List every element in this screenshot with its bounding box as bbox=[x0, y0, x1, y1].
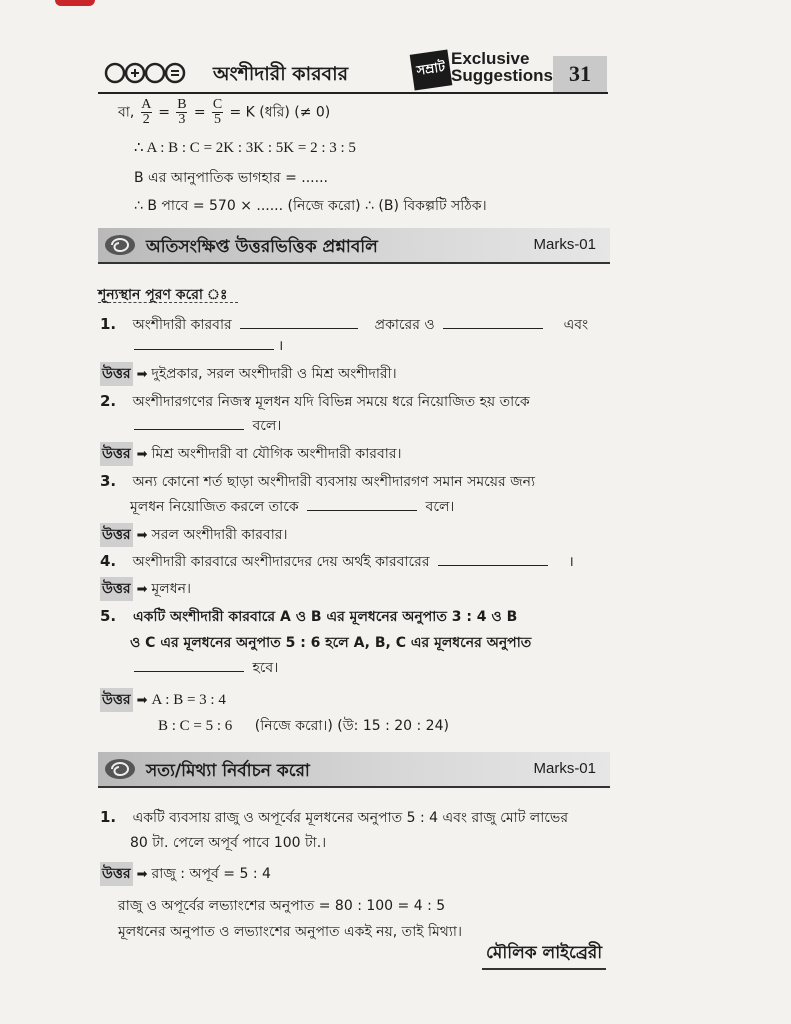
q4-text-a: অংশীদারী কারবারে অংশীদারদের দেয় অর্থই কারবারের bbox=[132, 554, 430, 570]
arrow-right-icon: ➡ bbox=[136, 367, 148, 382]
q3-text-c: বলে। bbox=[425, 499, 455, 515]
blank-field[interactable] bbox=[240, 328, 358, 329]
tf-question-1-line-2: 80 টা. পেলে অপূর্ব পাবে 100 টা.। bbox=[130, 835, 327, 851]
blank-field[interactable] bbox=[307, 510, 417, 511]
question-number: 5. bbox=[100, 607, 117, 625]
fraction-a bbox=[141, 98, 152, 127]
answer-1 bbox=[100, 362, 397, 386]
blank-field[interactable] bbox=[443, 328, 543, 329]
q3-text-b: মূলধন নিয়োজিত করলে তাকে bbox=[130, 499, 299, 515]
brand-badge: সম্রাট bbox=[410, 50, 453, 91]
answer-text: দুইপ্রকার, সরল অংশীদারী ও মিশ্র অংশীদারী। bbox=[151, 366, 397, 382]
question-number: 2. bbox=[100, 392, 117, 410]
question-5-line-3 bbox=[130, 656, 278, 680]
frac-b-num: B bbox=[177, 97, 187, 112]
answer-label: উত্তর bbox=[100, 362, 133, 386]
question-2-line-1 bbox=[100, 390, 530, 414]
answer-2 bbox=[100, 442, 402, 466]
intro-suffix: = K (ধরি) (≠ 0) bbox=[229, 104, 331, 121]
publisher-name: মৌলিক লাইব্রেরী bbox=[482, 940, 606, 970]
subheading-fill-blanks: শূন্যস্থান পূরণ করো ঃ bbox=[98, 287, 228, 303]
intro-line-4: ∴ B পাবে = 570 × ...... (নিজে করো) ∴ (B) বিকল্পটি সঠিক। bbox=[134, 198, 487, 214]
answer-text: মিশ্র অংশীদারী বা যৌগিক অংশীদারী কারবার। bbox=[151, 446, 402, 462]
subheading-underline bbox=[98, 302, 238, 303]
tf-q1-text-a: একটি ব্যবসায় রাজু ও অপূর্বের মূলধনের অনুপাত 5 : 4 এবং রাজু মোট লাভের bbox=[132, 810, 569, 826]
blank-field[interactable] bbox=[134, 349, 274, 350]
frac-b-den: 3 bbox=[178, 112, 186, 127]
question-5-line-1 bbox=[100, 605, 517, 629]
answer-text: রাজু : অপূর্ব = 5 : 4 bbox=[151, 866, 271, 882]
q1-text-d: । bbox=[278, 338, 284, 354]
q2-text-b: বলে। bbox=[252, 418, 282, 434]
swirl-icon bbox=[102, 756, 138, 782]
blank-field[interactable] bbox=[134, 429, 244, 430]
question-1-line-1 bbox=[100, 313, 588, 337]
frac-a-num: A bbox=[141, 97, 152, 112]
brand-line1: Exclusive bbox=[451, 49, 530, 68]
section-marks: Marks-01 bbox=[533, 236, 596, 253]
frac-a-den: 2 bbox=[142, 112, 150, 127]
section-banner-short-answer bbox=[98, 228, 610, 264]
brand-text bbox=[451, 50, 553, 84]
answer-label: উত্তর bbox=[100, 577, 133, 601]
intro-line-1 bbox=[118, 98, 330, 127]
question-4 bbox=[100, 550, 574, 574]
q5-text-a: একটি অংশীদারী কারবারে A ও B এর মূলধনের অনুপাত 3 : 4 ও B bbox=[133, 609, 518, 625]
section-title: সত্য/মিথ্যা নির্বাচন করো bbox=[146, 761, 310, 781]
intro-prefix: বা, bbox=[118, 104, 135, 121]
intro-line-2: ∴ A : B : C = 2K : 3K : 5K = 2 : 3 : 5 bbox=[134, 140, 356, 156]
question-2-line-2 bbox=[130, 414, 281, 438]
q1-text-a: অংশীদারী কারবার bbox=[132, 317, 232, 333]
section-marks: Marks-01 bbox=[533, 760, 596, 777]
q5-text-c: হবে। bbox=[252, 660, 279, 676]
answer-text: A : B = 3 : 4 bbox=[151, 692, 226, 708]
blank-field[interactable] bbox=[438, 565, 548, 566]
chapter-logo-icon bbox=[103, 58, 191, 88]
page-number: 31 bbox=[553, 56, 607, 92]
question-number: 1. bbox=[100, 315, 117, 333]
brand-line2: Suggestions bbox=[451, 66, 554, 85]
arrow-right-icon: ➡ bbox=[136, 528, 148, 543]
chapter-title: অংশীদারী কারবার bbox=[213, 63, 349, 85]
q2-text-a: অংশীদারগণের নিজস্ব মূলধন যদি বিভিন্ন সময়ে ধরে নিয়োজিত হয় তাকে bbox=[132, 394, 530, 410]
answer-text-2: B : C = 5 : 6 bbox=[158, 718, 233, 734]
header-rule bbox=[98, 92, 608, 94]
tf-answer-line-3: মূলধনের অনুপাত ও লভ্যাংশের অনুপাত একই নয়, তাই মিথ্যা। bbox=[118, 924, 462, 940]
question-number: 4. bbox=[100, 552, 117, 570]
question-1-line-2 bbox=[130, 336, 283, 355]
answer-text-3: (নিজে করো।) (উ: 15 : 20 : 24) bbox=[254, 718, 449, 734]
answer-text: মূলধন। bbox=[151, 581, 191, 597]
question-number: 1. bbox=[100, 808, 117, 826]
question-3-line-2 bbox=[130, 495, 454, 519]
blank-field[interactable] bbox=[134, 671, 244, 672]
intro-line-3: B এর আনুপাতিক ভাগহার = ...... bbox=[134, 170, 328, 186]
section-title: অতিসংক্ষিপ্ত উত্তরভিত্তিক প্রশ্নাবলি bbox=[146, 237, 378, 257]
answer-3 bbox=[100, 523, 288, 547]
arrow-right-icon: ➡ bbox=[136, 693, 148, 708]
answer-label: উত্তর bbox=[100, 442, 133, 466]
tf-answer-1 bbox=[100, 862, 271, 886]
fraction-b bbox=[176, 98, 187, 127]
arrow-right-icon: ➡ bbox=[136, 582, 148, 597]
swirl-icon bbox=[102, 232, 138, 258]
answer-label: উত্তর bbox=[100, 523, 133, 547]
answer-label: উত্তর bbox=[100, 862, 133, 886]
tf-answer-line-2: রাজু ও অপূর্বের লভ্যাংশের অনুপাত = 80 : 100 = 4 : 5 bbox=[118, 898, 446, 914]
q1-text-c: এবং bbox=[563, 317, 589, 333]
frac-c-den: 5 bbox=[214, 112, 222, 127]
section-banner-true-false bbox=[98, 752, 610, 788]
question-number: 3. bbox=[100, 472, 117, 490]
question-5-line-2: ও C এর মূলধনের অনুপাত 5 : 6 হলে A, B, C এর মূলধনের অনুপাত bbox=[130, 635, 532, 651]
answer-5-line-2 bbox=[158, 714, 449, 738]
question-3-line-1 bbox=[100, 470, 535, 494]
answer-4 bbox=[100, 577, 191, 601]
q1-text-b: প্রকারের ও bbox=[374, 317, 435, 333]
tf-question-1-line-1 bbox=[100, 806, 568, 830]
arrow-right-icon: ➡ bbox=[136, 447, 148, 462]
answer-text: সরল অংশীদারী কারবার। bbox=[151, 527, 288, 543]
q4-text-b: । bbox=[568, 554, 574, 570]
arrow-right-icon: ➡ bbox=[136, 867, 148, 882]
equals-1: = bbox=[158, 104, 170, 121]
q3-text-a: অন্য কোনো শর্ত ছাড়া অংশীদারী ব্যবসায় অংশীদারগণ সমান সময়ের জন্য bbox=[132, 474, 536, 490]
page-corner-mark bbox=[55, 0, 95, 6]
answer-5 bbox=[100, 688, 226, 712]
answer-label: উত্তর bbox=[100, 688, 133, 712]
fraction-c bbox=[212, 98, 223, 127]
equals-2: = bbox=[193, 104, 206, 121]
frac-c-num: C bbox=[212, 97, 223, 112]
